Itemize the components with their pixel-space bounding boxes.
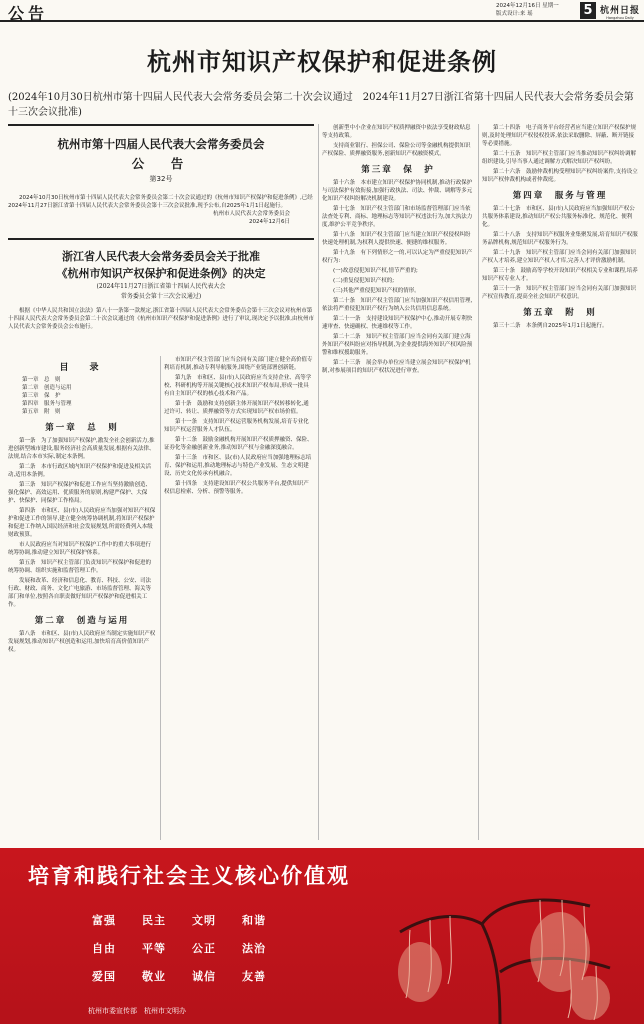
- article-paragraph: 第二条 本市行政区域内知识产权保护和促进及相关活动,适用本条例。: [8, 464, 152, 478]
- article-paragraph: 第八条 市和区、县(市)人民政府应当制定实施知识产权发展规划,推动知识产权创造和运用,加快培育高价值知识产权。: [8, 631, 156, 653]
- announcement-number: 第32号: [149, 175, 173, 183]
- article-paragraph: 第九条 市和区、县(市)人民政府应当支持企业、高等学校、科研机构等开展关键核心技术知识产权布局,形成一批具有自主知识产权的核心技术和产品。: [164, 375, 312, 397]
- toc-item: 第二章 创造与运用: [22, 385, 72, 391]
- value-word: 自由: [92, 942, 116, 955]
- column-divider: [478, 124, 479, 840]
- issue-meta: [496, 2, 559, 18]
- article-paragraph: 第四条 市和区、县(市)人民政府应当加强对知识产权保护和促进工作的领导,建立健全统筹协调机制,将知识产权保护和促进工作纳入国民经济和社会发展规划,所需经费列入本级财政预算。: [8, 508, 156, 538]
- chapter-heading: 第四章 服务与管理: [512, 191, 608, 201]
- core-values-grid: [92, 912, 312, 996]
- banner-credit: 杭州市委宣传部 杭州市文明办: [88, 1007, 186, 1015]
- value-word: 爱国: [92, 970, 116, 983]
- announcement-org: 杭州市第十四届人民代表大会常务委员会: [57, 137, 265, 151]
- article-paragraph: 第三十条 鼓励高等学校开设知识产权相关专业和课程,培养知识产权专业人才。: [482, 268, 638, 282]
- banner-title: 培育和践行社会主义核心价值观: [28, 864, 350, 888]
- value-word: 敬业: [142, 970, 166, 983]
- values-row: [92, 940, 312, 956]
- newspaper-logo: [600, 3, 640, 20]
- article-paragraph: 第二十二条 知识产权主管部门应当会同有关部门建立海外知识产权纠纷应对指导机制,为企业提供海外知识产权风险预警和维权援助服务。: [322, 334, 473, 356]
- decision-meeting-line1: (2024年11月27日浙江省第十四届人民代表大会: [96, 283, 226, 290]
- announcement-title: 公 告: [131, 156, 191, 171]
- article-paragraph: 第十四条 支持建设知识产权公共服务平台,提供知识产权信息检索、分析、预警等服务。: [164, 481, 309, 495]
- announcement-sign-org: 杭州市人民代表大会常务委员会: [212, 211, 290, 217]
- article-paragraph: 第三十一条 知识产权主管部门应当会同有关部门加强知识产权宣传教育,提高全社会知识产权意识。: [482, 286, 637, 300]
- article-paragraph: 创新型中小企业在知识产权质押融资中依法享受财政贴息等支持政策。: [322, 125, 471, 139]
- article-paragraph: 第五条 知识产权主管部门负责知识产权保护和促进的统筹协调、组织实施和监督管理工作。: [8, 560, 152, 574]
- article-paragraph: 市知识产权主管部门应当会同有关部门建立健全高价值专利培育机制,推动专利导航服务,围绕产业链部署创新链。: [164, 357, 313, 371]
- article-paragraph: 第二十一条 支持建设知识产权保护中心,推动开展专利快速审查、快速确权、快速维权等工作。: [322, 316, 473, 330]
- article-paragraph: 第十八条 知识产权主管部门应当建立知识产权侵权纠纷快速处理机制,为权利人提供快速、便捷的维权服务。: [322, 232, 471, 246]
- article-paragraph: 第二十四条 电子商务平台经营者应当建立知识产权保护规则,及时处理知识产权侵权投诉,依法采取删除、屏蔽、断开链接等必要措施。: [482, 125, 637, 147]
- article-paragraph: (一)故意侵犯知识产权,情节严重的;: [333, 268, 418, 274]
- value-word: 文明: [192, 914, 216, 927]
- article-paragraph: 第三十二条 本条例自2025年1月1日起施行。: [493, 323, 608, 329]
- value-word: 民主: [142, 914, 166, 927]
- value-word: 友善: [242, 970, 266, 983]
- values-row: [92, 968, 312, 984]
- logo-subtext: Hangzhou Daily: [606, 16, 634, 20]
- article-paragraph: 第十七条 知识产权主管部门和市场监督管理部门应当依法查处专利、商标、地理标志等知识产权违法行为,加大执法力度,维护公平竞争秩序。: [322, 206, 473, 228]
- article-paragraph: 第二十九条 知识产权主管部门应当会同有关部门加强知识产权人才培养,建立知识产权人才库,完善人才评价激励机制。: [482, 250, 637, 264]
- article-paragraph: 第二十六条 鼓励仲裁机构受理知识产权纠纷案件,支持设立知识产权仲裁机构或者仲裁庭。: [482, 169, 638, 183]
- willow-tree-illustration: [350, 872, 630, 1024]
- article-paragraph: 第二十五条 知识产权主管部门应当推动知识产权纠纷调解组织建设,引导当事人通过调解方式解决知识产权纠纷。: [482, 151, 637, 165]
- chapter-heading: 第三章 保 护: [361, 165, 435, 175]
- toc-title: 目 录: [59, 363, 105, 373]
- regulation-subtitle: (2024年10月30日杭州市第十四届人民代表大会常务委员会第二十次会议通过 2024年11月27日浙江省第十四届人民代表大会常务委员会第十三次会议批准): [8, 92, 634, 118]
- article-paragraph: 第十二条 鼓励金融机构开展知识产权质押融资、保险、证券化等金融创新业务,推动知识产权与金融深度融合。: [164, 437, 313, 451]
- decision-meeting-line2: 常务委员会第十三次会议通过): [120, 293, 202, 300]
- core-values-banner: [0, 848, 644, 1024]
- value-word: 公正: [192, 942, 216, 955]
- announcement-sign-date: 2024年12月6日: [249, 219, 290, 225]
- toc-item: 第五章 附 则: [22, 409, 61, 415]
- layout-editor: 版式设计:来 瑶: [496, 11, 533, 17]
- article-paragraph: 支持商业银行、担保公司、保险公司等金融机构提供知识产权保险、质押融资服务,创新知识产权融资模式。: [322, 143, 471, 157]
- article-paragraph: 第二十七条 市和区、县(市)人民政府应当加强知识产权公共服务体系建设,推动知识产权公共服务标准化、规范化、便利化。: [482, 206, 635, 228]
- value-word: 法治: [242, 942, 266, 955]
- article-column-1: [8, 356, 156, 656]
- decision-body: 根据《中华人民共和国立法法》第八十一条第一款规定,浙江省第十四届人民代表大会常务委员会第十三次会议对杭州市第十四届人民代表大会常务委员会第二十次会议通过的《杭州市知识产权保护和促进条例》进行了审议,现决定予以批准,由杭州市人民代表大会常务委员会公布施行。: [8, 308, 315, 330]
- toc-item: 第三章 保 护: [22, 393, 61, 399]
- chapter-heading: 第五章 附 则: [523, 308, 597, 318]
- article-paragraph: 第一条 为了加强知识产权保护,激发全社会创新活力,推进创新型城市建设,服务经济社会高质量发展,根据有关法律、法规,结合本市实际,制定本条例。: [8, 438, 155, 460]
- announcement-block: [8, 124, 314, 226]
- toc-item: 第四章 服务与管理: [22, 401, 72, 407]
- column-divider: [318, 124, 319, 840]
- article-paragraph: 第十九条 有下列情形之一的,可以认定为严重侵犯知识产权行为:: [322, 250, 473, 264]
- article-column-2: [164, 356, 314, 498]
- article-paragraph: 第二十条 知识产权主管部门应当加强知识产权信用管理,依法将严重侵犯知识产权行为纳入公共信用信息系统。: [322, 298, 473, 312]
- article-paragraph: 第十条 鼓励和支持创新主体开展知识产权转移转化,通过许可、转让、质押融资等方式实现知识产权市场价值。: [164, 401, 309, 415]
- article-paragraph: 第二十三条 展会举办单位应当建立展会知识产权保护机制,对参展项目的知识产权状况进行审查。: [322, 360, 471, 374]
- column-divider: [160, 356, 161, 840]
- article-paragraph: 第二十八条 支持知识产权服务业集聚发展,培育知识产权服务品牌机构,规范知识产权服务行为。: [482, 232, 638, 246]
- article-paragraph: 发展和改革、经济和信息化、教育、科技、公安、司法行政、财政、商务、文化广电旅游、市场监督管理、海关等部门和单位,按照各自职责做好知识产权保护和促进相关工作。: [8, 578, 152, 608]
- value-word: 诚信: [192, 970, 216, 983]
- value-word: 和谐: [242, 914, 266, 927]
- article-paragraph: 第十三条 市和区、县(市)人民政府应当加强地理标志培育、保护和运用,推动地理标志与特色产业发展、生态文明建设、历史文化传承有机融合。: [164, 455, 312, 477]
- decision-block: [8, 238, 314, 331]
- article-column-3: [322, 124, 474, 377]
- decision-title-line2: 《杭州市知识产权保护和促进条例》的决定: [56, 267, 266, 280]
- article-paragraph: (二)重复侵犯知识产权的;: [333, 278, 395, 284]
- page-header: [0, 0, 644, 22]
- value-word: 平等: [142, 942, 166, 955]
- article-paragraph: (三)其他严重侵犯知识产权的情形。: [333, 288, 420, 294]
- page-number: 5: [580, 2, 596, 19]
- regulation-title: 杭州市知识产权保护和促进条例: [147, 48, 497, 76]
- section-name: 公告: [8, 4, 49, 23]
- announcement-body: 2024年10月30日杭州市第十四届人民代表大会常务委员会第二十次会议通过的《杭州市知识产权保护和促进条例》,已经2024年11月27日浙江省第十四届人民代表大会常务委员会第十三次会议批准,现予公布,自2025年1月1日起施行。: [8, 195, 313, 209]
- issue-date: 2024年12月16日 星期一: [496, 3, 559, 9]
- article-paragraph: 第十六条 本市建立知识产权保护协同机制,推动行政保护与司法保护有效衔接,加强行政执法、司法、仲裁、调解等多元化知识产权纠纷解决机制建设。: [322, 180, 473, 202]
- article-column-4: [482, 124, 638, 332]
- chapter-heading: 第一章 总 则: [45, 423, 119, 433]
- article-paragraph: 第三条 知识产权保护和促进工作应当坚持激励创造、强化保护、高效运用、优质服务的原则,构建严保护、大保护、快保护、同保护工作格局。: [8, 482, 152, 504]
- values-row: [92, 912, 312, 928]
- decision-title-line1: 浙江省人民代表大会常务委员会关于批准: [62, 250, 260, 263]
- article-paragraph: 市人民政府应当对知识产权保护工作中的重大事项进行统筹协调,推动建立知识产权保护体系。: [8, 542, 152, 556]
- article-paragraph: 第十一条 支持知识产权运营服务机构发展,培育专业化知识产权运营服务人才队伍。: [164, 419, 309, 433]
- toc-item: 第一章 总 则: [22, 377, 61, 383]
- value-word: 富强: [92, 914, 116, 927]
- logo-text: 杭州日报: [600, 6, 641, 16]
- chapter-heading: 第二章 创造与运用: [34, 616, 130, 626]
